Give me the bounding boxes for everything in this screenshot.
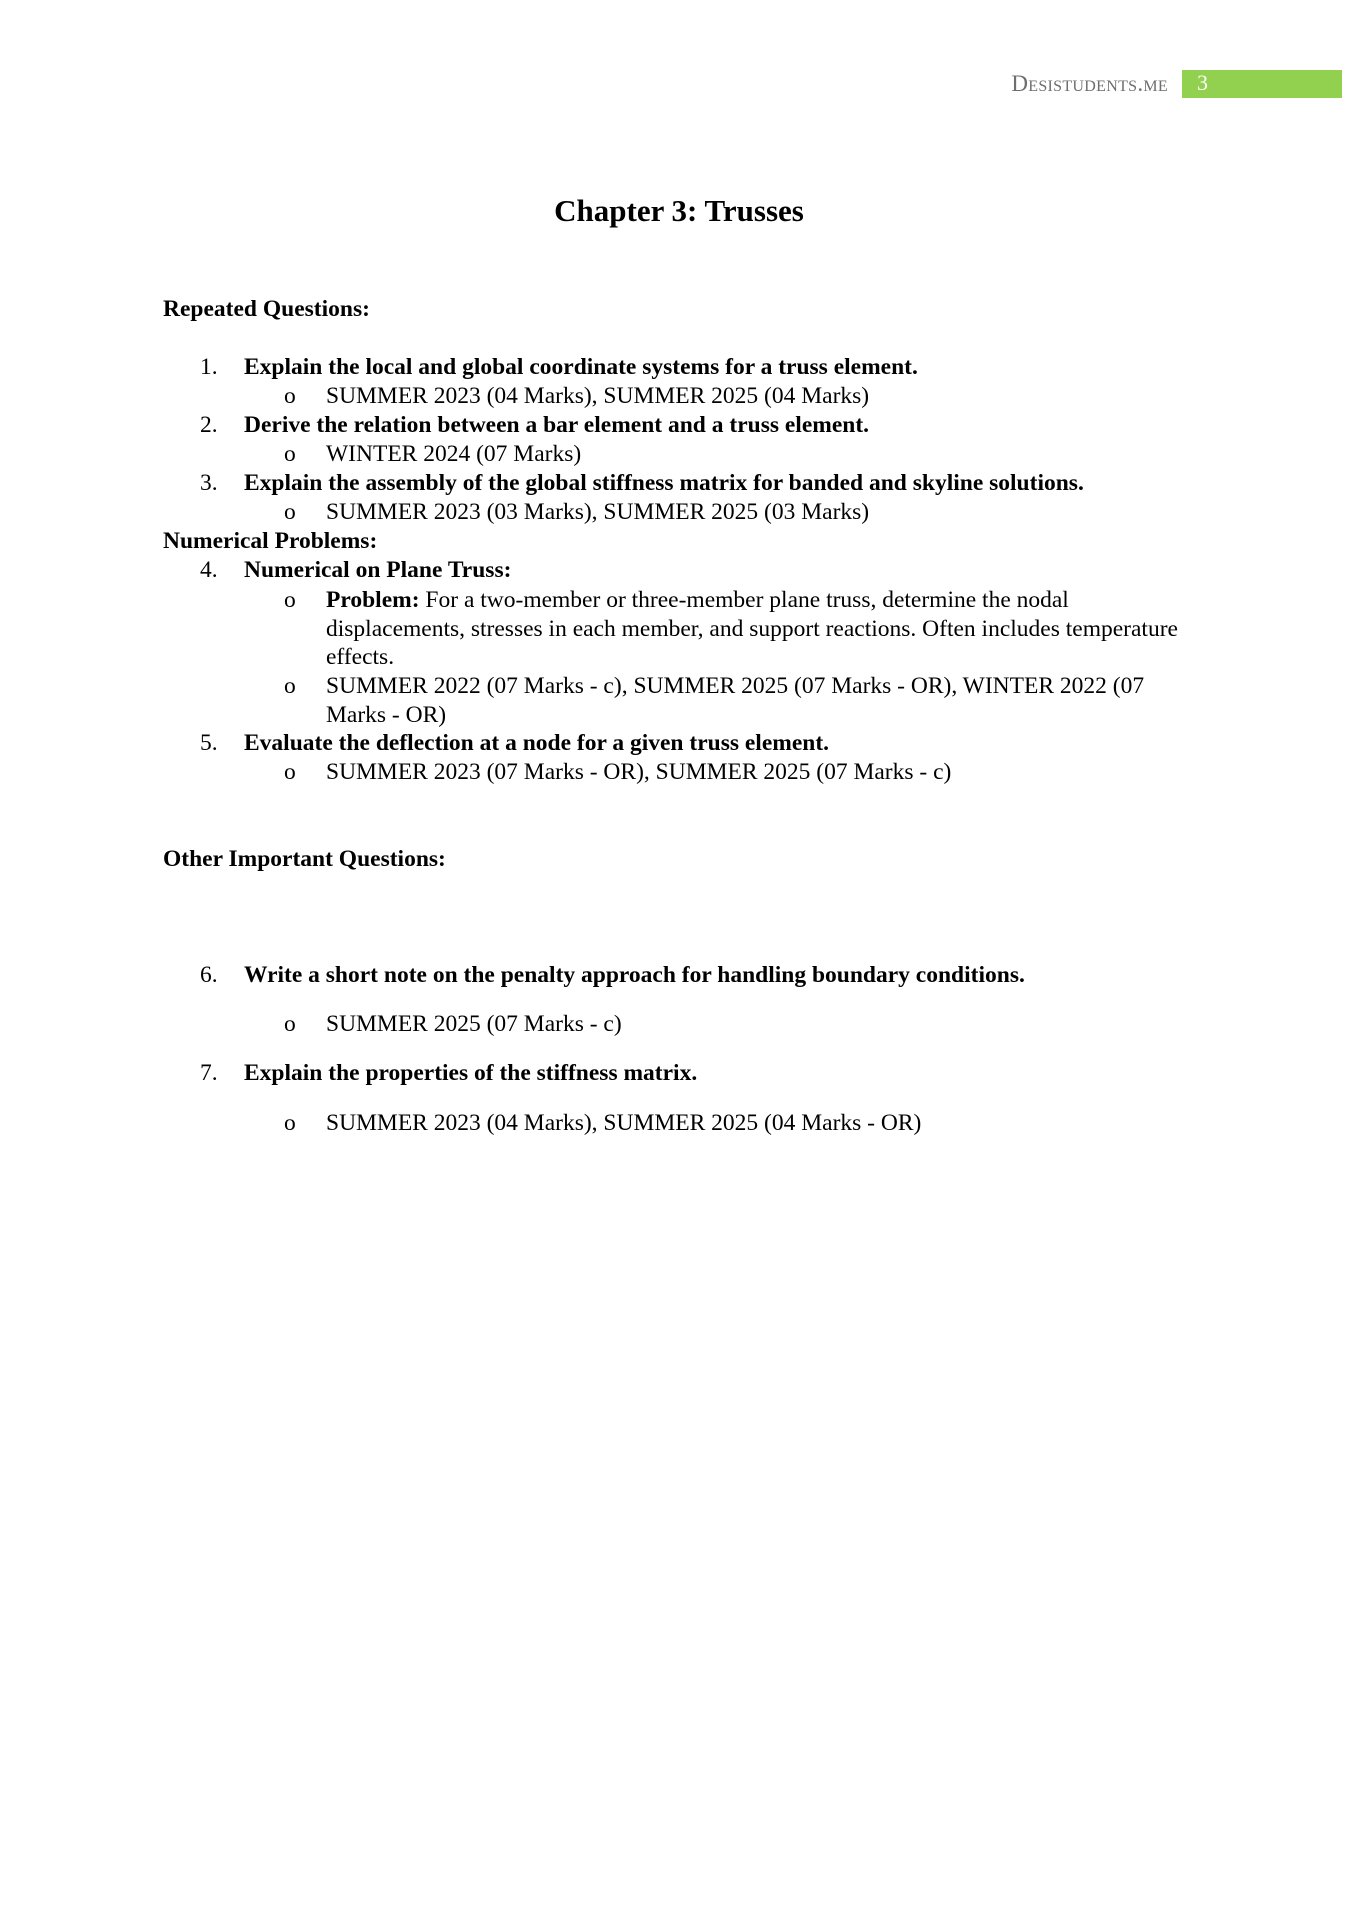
page-number-badge xyxy=(1182,70,1342,98)
question-1-meta xyxy=(284,383,869,410)
exam-meta: SUMMER 2025 (07 Marks - c) xyxy=(326,1011,622,1037)
exam-meta: SUMMER 2023 (04 Marks), SUMMER 2025 (04 Marks - OR) xyxy=(326,1110,922,1136)
question-2 xyxy=(200,412,869,439)
question-number: 2. xyxy=(200,412,218,438)
question-text: Explain the assembly of the global stiffness matrix for banded and skyline solutions. xyxy=(244,470,1084,496)
question-number: 4. xyxy=(200,557,218,583)
question-4-problem xyxy=(284,586,1206,672)
bullet-icon: o xyxy=(284,759,296,785)
question-4-meta xyxy=(284,672,1206,729)
question-text: Numerical on Plane Truss: xyxy=(244,557,512,583)
bullet-icon: o xyxy=(284,1110,296,1136)
question-5-meta xyxy=(284,759,951,786)
chapter-title: Chapter 3: Trusses xyxy=(554,193,804,228)
section-heading-numerical: Numerical Problems: xyxy=(163,528,378,554)
question-3 xyxy=(200,470,1084,497)
question-6-meta xyxy=(284,1011,622,1038)
site-name: Desistudents.me xyxy=(1011,71,1168,96)
exam-meta: SUMMER 2023 (03 Marks), SUMMER 2025 (03 Marks) xyxy=(326,499,870,525)
problem-label: Problem: xyxy=(326,587,420,613)
bullet-icon: o xyxy=(284,441,296,467)
problem-description xyxy=(326,586,1206,672)
question-7-meta xyxy=(284,1110,921,1137)
question-4 xyxy=(200,557,511,584)
question-text: Explain the properties of the stiffness matrix. xyxy=(244,1060,698,1086)
section-heading-other: Other Important Questions: xyxy=(163,846,446,872)
question-6 xyxy=(200,962,1025,989)
question-number: 3. xyxy=(200,470,218,496)
exam-meta: SUMMER 2023 (07 Marks - OR), SUMMER 2025 (07 Marks - c) xyxy=(326,759,952,785)
question-5 xyxy=(200,730,829,757)
bullet-icon: o xyxy=(284,1011,296,1037)
question-number: 1. xyxy=(200,354,218,380)
problem-text: For a two-member or three-member plane truss, determine the nodal displacements, stresses in each member, and support reactions. Often includes temperature effects. xyxy=(326,587,1178,670)
question-text: Derive the relation between a bar element and a truss element. xyxy=(244,412,870,438)
question-1 xyxy=(200,354,918,381)
page-number: 3 xyxy=(1197,70,1208,95)
question-text: Evaluate the deflection at a node for a given truss element. xyxy=(244,730,830,756)
question-text: Write a short note on the penalty approach for handling boundary conditions. xyxy=(244,962,1025,988)
question-7 xyxy=(200,1060,697,1087)
exam-meta: WINTER 2024 (07 Marks) xyxy=(326,441,582,467)
exam-meta: SUMMER 2023 (04 Marks), SUMMER 2025 (04 Marks) xyxy=(326,383,870,409)
question-3-meta xyxy=(284,499,869,526)
exam-meta: SUMMER 2022 (07 Marks - c), SUMMER 2025 (07 Marks - OR), WINTER 2022 (07 Marks - OR) xyxy=(326,673,1145,728)
page-header xyxy=(0,70,1358,98)
bullet-icon: o xyxy=(284,587,296,613)
question-number: 6. xyxy=(200,962,218,988)
bullet-icon: o xyxy=(284,673,296,699)
question-number: 7. xyxy=(200,1060,218,1086)
section-heading-repeated: Repeated Questions: xyxy=(163,296,370,322)
question-number: 5. xyxy=(200,730,218,756)
bullet-icon: o xyxy=(284,383,296,409)
bullet-icon: o xyxy=(284,499,296,525)
question-2-meta xyxy=(284,441,581,468)
question-text: Explain the local and global coordinate systems for a truss element. xyxy=(244,354,918,380)
